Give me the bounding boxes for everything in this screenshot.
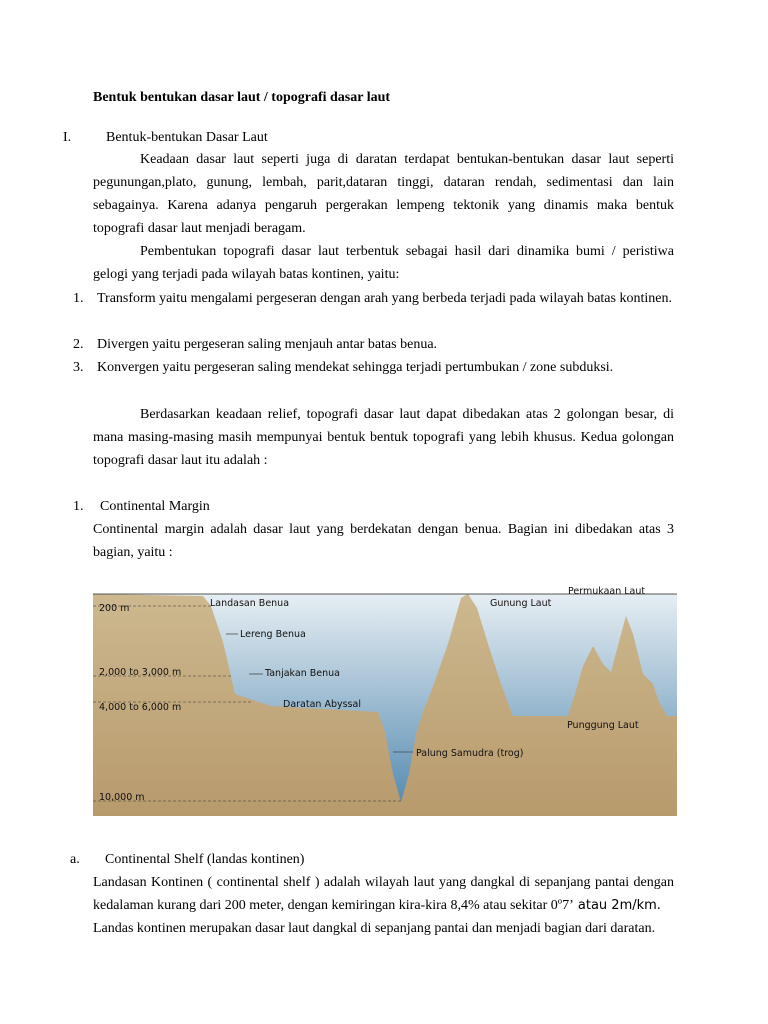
label-punggung-laut: Punggung Laut — [567, 720, 639, 731]
subsection-letter: a. — [70, 852, 80, 867]
label-lereng-benua: Lereng Benua — [240, 629, 306, 640]
list-item-number: 2. — [73, 337, 84, 352]
label-landasan-benua: Landasan Benua — [210, 598, 290, 609]
shelf-text: Landasan Kontinen ( continental shelf ) adalah wilayah laut yang dangkal di sepanjang pantai dengan kedalaman kurang dari 200 meter, dengan kemiringan kira-kira 8,4% atau sekitar 0º7’ — [93, 875, 674, 913]
subsection-heading: Continental Margin — [100, 499, 210, 514]
paragraph-formation: Pembentukan topografi dasar laut terbentuk sebagai hasil dari dinamika bumi / peristiwa gelogi yang terjadi pada wilayah batas kontinen, yaitu: — [93, 244, 674, 282]
subsection-heading-shelf: Continental Shelf (landas kontinen) — [105, 852, 305, 867]
label-permukaan-laut: Permukaan Laut — [568, 586, 646, 597]
label-depth-2000: 2,000 to 3,000 m — [99, 667, 182, 678]
page-title: Bentuk bentukan dasar laut / topografi dasar laut — [93, 90, 391, 105]
label-daratan-abyssal: Daratan Abyssal — [283, 699, 361, 710]
label-tanjakan-benua: Tanjakan Benua — [265, 668, 340, 679]
label-depth-4000: 4,000 to 6,000 m — [99, 702, 182, 713]
paragraph-continental-shelf — [93, 871, 674, 917]
seafloor-diagram — [93, 584, 677, 816]
paragraph-continental-shelf-2: Landas kontinen merupakan dasar laut dangkal di sepanjang pantai dan menjadi bagian dari daratan. — [93, 921, 656, 936]
label-palung-samudra: Palung Samudra (trog) — [416, 748, 524, 759]
list-item-transform: Transform yaitu mengalami pergeseran dengan arah yang berbeda terjadi pada wilayah batas kontinen. — [97, 291, 672, 306]
paragraph-intro: Keadaan dasar laut seperti juga di daratan terdapat bentukan-bentukan dasar laut seperti pegunungan,plato, gunung, lembah, parit,dataran tinggi, dataran rendah, sedimentasi dan lain sebagainya. Karena adanya pengaruh pergerakan lempeng tektonik yang dinamis maka bentuk topografi dasar laut menjadi beragam. — [93, 152, 674, 236]
label-gunung-laut: Gunung Laut — [490, 598, 552, 609]
list-item-konvergen: Konvergen yaitu pergeseran saling mendekat sehingga terjadi pertumbukan / zone subduksi. — [97, 360, 614, 375]
subsection-number: 1. — [73, 499, 84, 514]
shelf-text-tail: atau 2m/km. — [573, 898, 661, 913]
list-item-number: 1. — [73, 291, 84, 306]
paragraph-continental-margin: Continental margin adalah dasar laut yang berdekatan dengan benua. Bagian ini dibedakan atas 3 bagian, yaitu : — [93, 522, 674, 560]
list-item-divergen: Divergen yaitu pergeseran saling menjauh antar batas benua. — [97, 337, 438, 352]
list-item-number: 3. — [73, 360, 84, 375]
label-depth-200: 200 m — [99, 603, 130, 614]
section-heading: Bentuk-bentukan Dasar Laut — [106, 130, 268, 145]
section-number: I. — [63, 130, 72, 145]
paragraph-relief: Berdasarkan keadaan relief, topografi dasar laut dapat dibedakan atas 2 golongan besar, di mana masing-masing masih mempunyai bentuk bentuk topografi yang lebih khusus. Kedua golongan topografi dasar laut itu adalah : — [93, 407, 674, 468]
label-depth-10000: 10,000 m — [99, 792, 145, 803]
